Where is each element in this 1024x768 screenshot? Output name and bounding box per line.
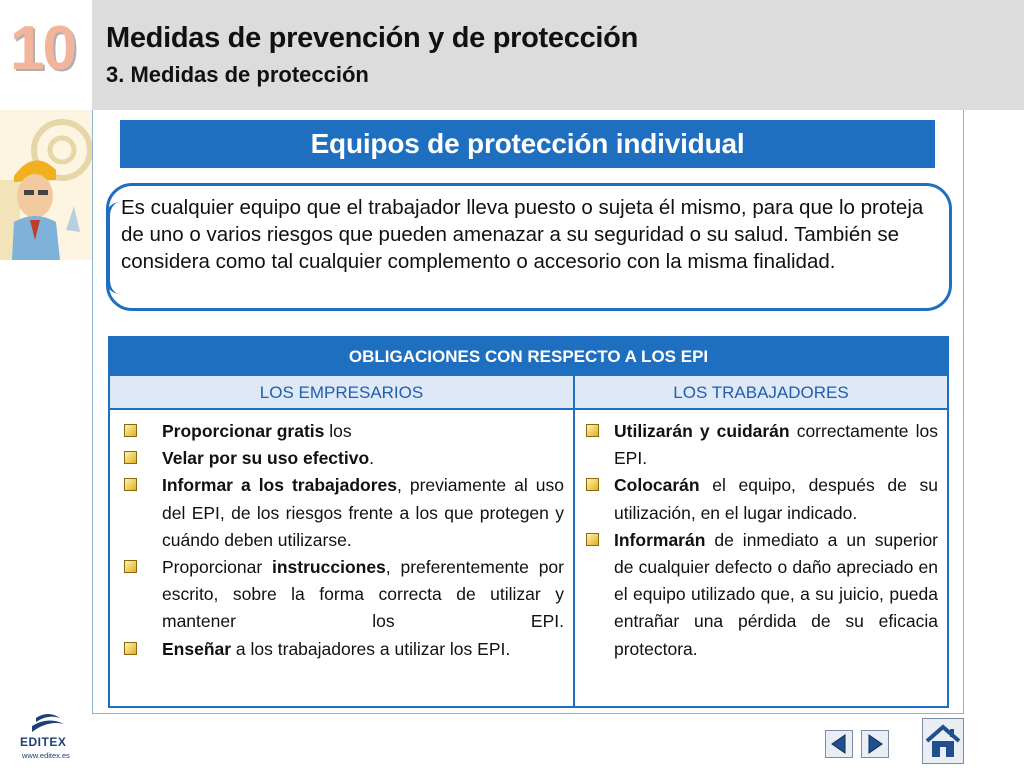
slide-header: [0, 0, 1024, 110]
checkbox-bullet-icon: [586, 533, 599, 546]
list-item: Proporcionar instrucciones, preferentemente por escrito, sobre la forma correcta de utilizar y mantener los EPI.: [120, 554, 564, 636]
list-item: Velar por su uso efectivo.: [120, 445, 564, 472]
section-banner: Equipos de protección individual: [120, 120, 935, 168]
checkbox-bullet-icon: [124, 478, 137, 491]
previous-icon: [826, 731, 852, 757]
next-icon: [862, 731, 888, 757]
obligations-table-title: OBLIGACIONES CON RESPECTO A LOS EPI: [110, 338, 947, 376]
editex-logo-text: EDITEX: [20, 735, 67, 749]
list-item: Informarán de inmediato a un superior de cualquier defecto o daño apreciado en el equipo utilizado que, a su juicio, pueda entrañar una pérdida de su eficacia protectora.: [586, 527, 938, 663]
home-icon: [923, 719, 963, 763]
editex-url: www.editex.es: [22, 751, 70, 760]
previous-button[interactable]: [825, 730, 853, 758]
checkbox-bullet-icon: [124, 451, 137, 464]
empresarios-list: [120, 418, 564, 663]
next-button[interactable]: [861, 730, 889, 758]
column-header-empresarios: LOS EMPRESARIOS: [110, 376, 575, 410]
definition-box: [106, 183, 952, 311]
list-item: Colocarán el equipo, después de su utilización, en el lugar indicado.: [586, 472, 938, 526]
list-item: Enseñar a los trabajadores a utilizar los EPI.: [120, 636, 564, 663]
slide-title: Medidas de prevención y de protección: [106, 22, 638, 54]
editex-logo-icon: [18, 712, 78, 736]
checkbox-bullet-icon: [124, 560, 137, 573]
list-item: Proporcionar gratis los: [120, 418, 564, 445]
definition-text: Es cualquier equipo que el trabajador lleva puesto o sujeta él mismo, para que lo proteja de uno o varios riesgos que pueden amenazar a su seguridad o su salud. También se considera como tal cualquier complemento o accesorio con la misma finalidad.: [121, 196, 924, 273]
slide-subtitle: 3. Medidas de protección: [106, 62, 369, 87]
header-band: [92, 0, 1024, 110]
list-item: Utilizarán y cuidarán correctamente los EPI.: [586, 418, 938, 472]
checkbox-bullet-icon: [586, 424, 599, 437]
list-item: Informar a los trabajadores, previamente al uso del EPI, de los riesgos frente a los que protegen y cuándo deben utilizarse.: [120, 472, 564, 554]
chapter-number: 10: [10, 14, 75, 83]
home-button[interactable]: [922, 718, 964, 764]
obligations-table: [108, 336, 949, 708]
checkbox-bullet-icon: [124, 424, 137, 437]
checkbox-bullet-icon: [586, 478, 599, 491]
checkbox-bullet-icon: [124, 642, 137, 655]
worker-illustration: [0, 110, 92, 260]
column-header-trabajadores: LOS TRABAJADORES: [575, 376, 947, 410]
trabajadores-list: [586, 418, 938, 663]
column-divider: [573, 410, 575, 706]
worker-illustration-icon: [0, 110, 92, 260]
